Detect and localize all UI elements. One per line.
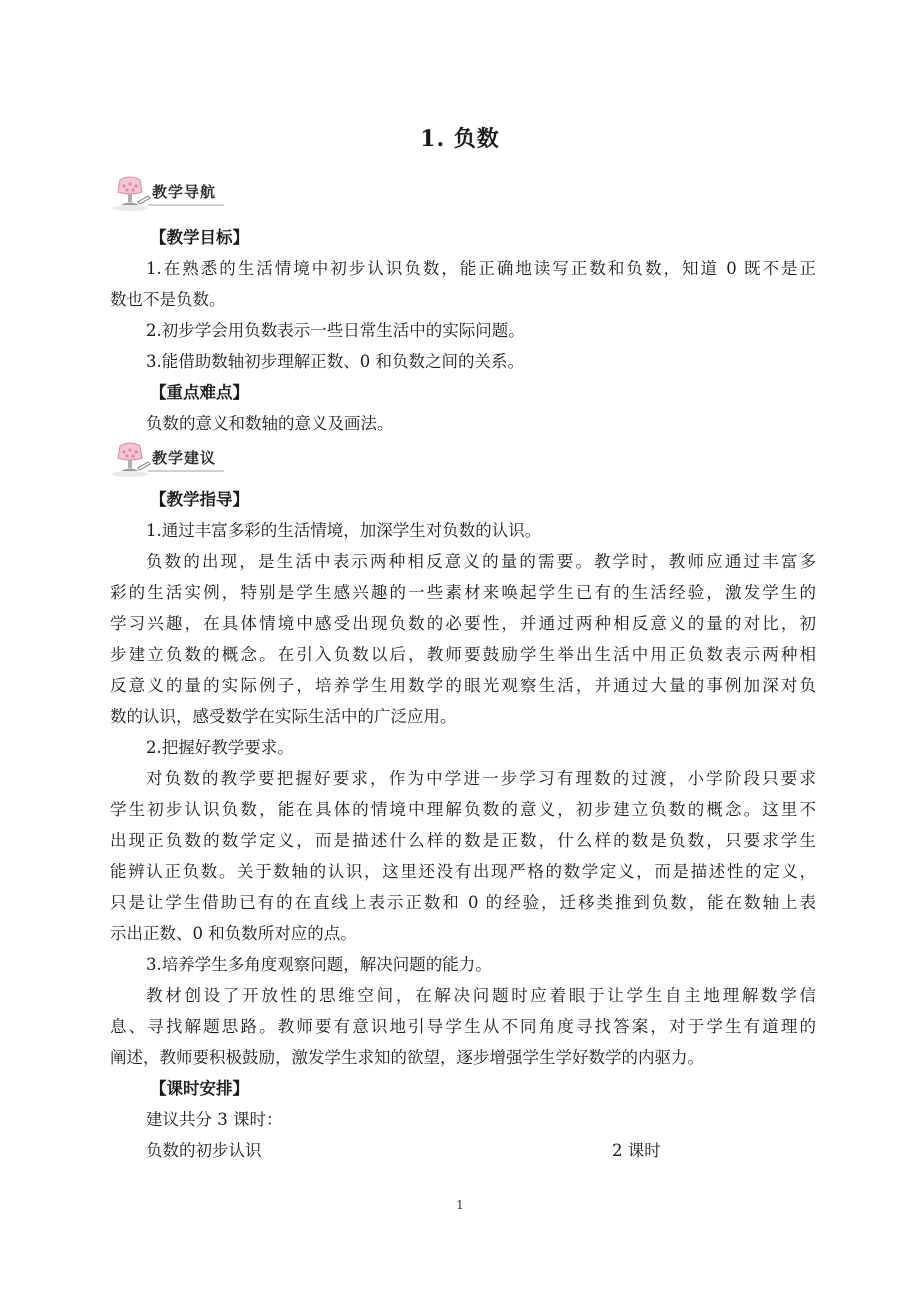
key-points-text: 负数的意义和数轴的意义及画法。: [146, 414, 394, 433]
guidance-p1-line: 步建立负数的概念。在引入负数以后，教师要鼓励学生举出生活中用正负数表示两种相: [110, 645, 816, 664]
guidance-p1-title: 1.通过丰富多彩的生活情境，加深学生对负数的认识。: [146, 521, 542, 540]
section-badge-suggest: [108, 438, 224, 478]
guidance-p2-line: 学生初步认识负数，能在具体的情境中理解负数的意义，初步建立负数的概念。这里不: [110, 800, 816, 819]
guidance-p1-line: 彩的生活实例，特别是学生感兴趣的一些素材来唤起学生已有的生活经验，激发学生的: [110, 583, 816, 602]
guidance-p2-line: 出现正负数的数学定义，而是描述什么样的数是正数，什么样的数是负数，只要求学生: [110, 831, 816, 850]
guidance-p1-line: 负数的出现，是生活中表示两种相反意义的量的需要。教学时，教师应通过丰富多: [146, 552, 816, 571]
guidance-p2-line: 能辨认正负数。关于数轴的认识，这里还没有出现严格的数学定义，而是描述性的定义，: [110, 862, 816, 881]
guidance-p1-line: 学习兴趣，在具体情境中感受出现负数的必要性，并通过两种相反意义的量的对比，初: [110, 614, 816, 633]
goal-1-line-a: 1.在熟悉的生活情境中初步认识负数，能正确地读写正数和负数，知道 0 既不是正: [146, 259, 816, 278]
goal-2: 2.初步学会用负数表示一些日常生活中的实际问题。: [146, 321, 525, 340]
schedule-intro: 建议共分 3 课时：: [146, 1110, 283, 1129]
lamp-icon: [108, 438, 152, 478]
badge-label-nav: 教学导航: [148, 179, 224, 206]
goals-heading: 【教学目标】: [150, 228, 249, 247]
schedule-heading: 【课时安排】: [150, 1079, 249, 1098]
guidance-p2-line: 只是让学生借助已有的在直线上表示正数和 0 的经验，迁移类推到负数，能在数轴上表: [110, 893, 816, 912]
guidance-p2-line: 示出正数、0 和负数所对应的点。: [110, 924, 357, 943]
guidance-p3-line: 阐述，教师要积极鼓励，激发学生求知的欲望，逐步增强学生学好数学的内驱力。: [110, 1048, 704, 1067]
goal-1-line-b: 数也不是负数。: [110, 290, 226, 309]
schedule-row-name: 负数的初步认识: [146, 1141, 262, 1160]
key-points-heading: 【重点难点】: [150, 383, 249, 402]
guidance-p1-line: 数的认识，感受数学在实际生活中的广泛应用。: [110, 707, 457, 726]
badge-label-suggest: 教学建议: [148, 445, 224, 472]
page-number: 1: [456, 1198, 464, 1212]
guidance-p2-line: 对负数的教学要把握好要求，作为中学进一步学习有理数的过渡，小学阶段只要求: [146, 769, 816, 788]
lamp-icon: [108, 172, 152, 212]
schedule-row: [146, 1135, 666, 1167]
page-title: 1. 负数: [420, 126, 500, 152]
section-badge-nav: [108, 172, 224, 212]
schedule-row-hours: 2 课时: [612, 1141, 661, 1160]
guidance-p1-line: 反意义的量的实际例子，培养学生用数学的眼光观察生活，并通过大量的事例加深对负: [110, 676, 816, 695]
goal-3: 3.能借助数轴初步理解正数、0 和负数之间的关系。: [146, 352, 524, 371]
guidance-p3-line: 息、寻找解题思路。教师要有意识地引导学生从不同角度寻找答案，对于学生有道理的: [110, 1017, 816, 1036]
guidance-p3-title: 3.培养学生多角度观察问题，解决问题的能力。: [146, 955, 492, 974]
guidance-p2-title: 2.把握好教学要求。: [146, 738, 294, 757]
guidance-heading: 【教学指导】: [150, 490, 249, 509]
guidance-p3-line: 教材创设了开放性的思维空间，在解决问题时应着眼于让学生自主地理解数学信: [146, 986, 816, 1005]
